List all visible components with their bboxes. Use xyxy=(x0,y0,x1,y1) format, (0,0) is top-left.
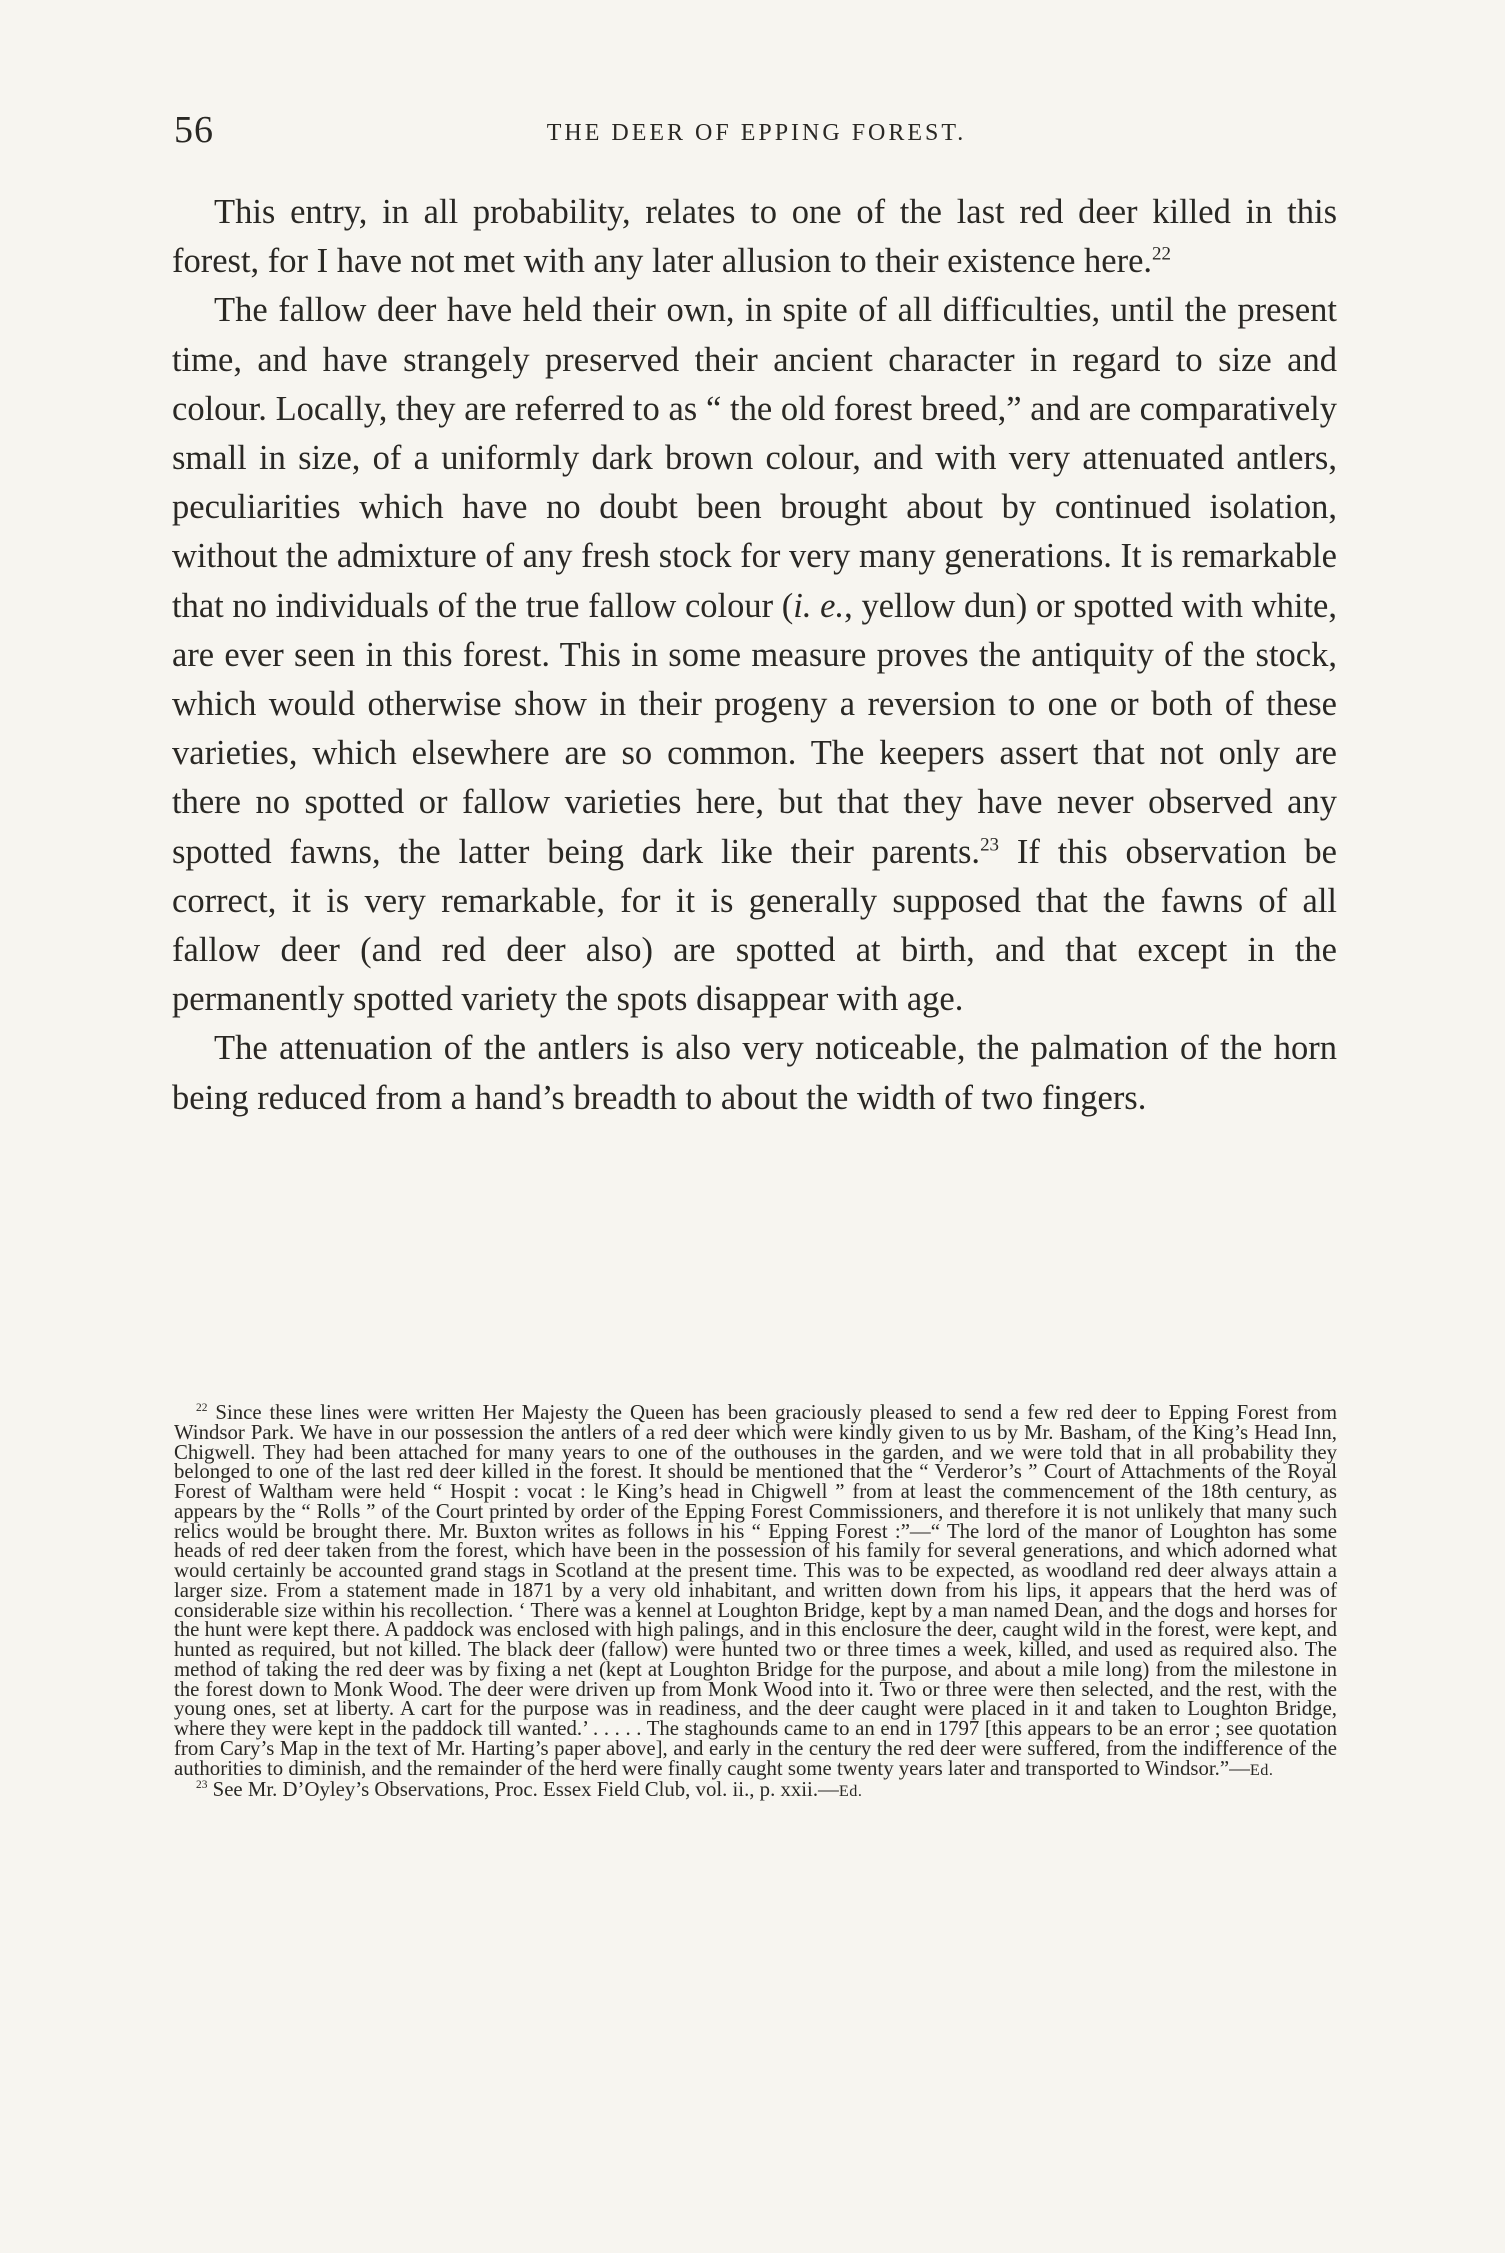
footnote-23-text: See Mr. D’Oyley’s Observations, Proc. Essex Field Club, vol. ii., p. xxii.— xyxy=(207,1778,839,1802)
footnote-22 xyxy=(174,1403,1337,1780)
paragraph-2 xyxy=(172,286,1337,1024)
footnote-22-text: Since these lines were written Her Majesty the Queen has been graciously pleased to send a few red deer to Epping Forest from Windsor Park. We have in our possession the antlers of a red deer which were kindly given to us by Mr. Basham, of the King’s Head Inn, Chigwell. They had been attached for many years to one of the outhouses in the garden, and we were told that in all probability they belonged to one of the last red deer killed in the forest. It should be mentioned that the “ Verderor’s ” Court of Attachments of the Royal Forest of Waltham were held “ Hospit : vocat : le King’s head in Chigwell ” from at least the commencement of the 18th century, as appears by the “ Rolls ” of the Court printed by order of the Epping Forest Commissioners, and therefore it is not unlikely that many such relics would be brought there. Mr. Buxton writes as follows in his “ Epping Forest :”—“ The lord of the manor of Loughton has some heads of red deer taken from the forest, which have been in the possession of his family for several generations, and which adorned what would certainly be accounted grand stags in Scotland at the present time. This was to be expected, as woodland red deer always attain a larger size. From a statement made in 1871 by a very old inhabitant, and written down from his lips, it appears that the herd was of considerable size within his recollection. ‘ There was a kennel at Loughton Bridge, kept by a man named Dean, and the dogs and horses for the hunt were kept there. A paddock was enclosed with high palings, and in this enclosure the deer, caught wild in the forest, were kept, and hunted as required, but not killed. The black deer (fallow) were hunted two or three times a week, killed, and used as required also. The method of taking the red deer was by fixing a net (kept at Loughton Bridge for the purpose, and about a mile long) from the milestone in the forest down to Monk Wood. The deer were driven up from Monk Wood into it. Two or three were then selected, and the rest, with the young ones, set at liberty. A cart for the purpose was in readiness, and the deer caught were placed in it and taken to Loughton Bridge, where they were kept in the paddock till wanted.’ . . . . . The staghounds came to an end in 1797 [this appears to be an error ; see quotation from Cary’s Map in the text of Mr. Harting’s paper above], and early in the century the red deer were suffered, from the indifference of the authorities to diminish, and the remainder of the herd were finally caught some twenty years later and transported to Windsor.”— xyxy=(174,1401,1337,1780)
paragraph-3-text: The attenuation of the antlers is also very noticeable, the palmation of the horn being reduced from a hand’s breadth to about the width of two fingers. xyxy=(172,1029,1337,1117)
paragraph-1-text: This entry, in all probability, relates to one of the last red deer killed in this forest, for I have not met with any later allusion to their existence here. xyxy=(172,193,1337,281)
footnote-23-marker: 23 xyxy=(196,1779,208,1792)
paragraph-2-text-b: , yellow dun) or spotted with white, are ever seen in this forest. This in some measure proves the antiquity of the stock, which would otherwise show in their progeny a reversion to one or both of these varieties, which elsewhere are so common. The keepers assert that not only are there no spotted or fallow varieties here, but that they have never observed any spotted fawns, the latter being dark like their parents. xyxy=(172,586,1337,871)
page-number: 56 xyxy=(174,109,214,151)
footnote-22-editor: Ed. xyxy=(1249,1760,1274,1779)
footnote-ref-22: 22 xyxy=(1152,243,1172,265)
footnotes xyxy=(174,1403,1337,1802)
footnote-23 xyxy=(174,1780,1337,1802)
page-header xyxy=(174,108,1339,152)
paragraph-1 xyxy=(172,188,1337,286)
running-title: THE DEER OF EPPING FOREST. xyxy=(546,120,967,146)
paragraph-3 xyxy=(172,1024,1337,1122)
italic-ie: i. e. xyxy=(793,586,845,625)
footnote-22-marker: 22 xyxy=(196,1402,208,1415)
paragraph-2-text-c: If this observation be correct, it is very remarkable, for it is generally supposed that the fawns of all fallow deer (and red deer also) are spotted at birth, and that except in the permanently spotted variety the spots disappear with age. xyxy=(172,832,1337,1019)
footnote-ref-23: 23 xyxy=(980,834,1000,856)
paragraph-2-text-a: The fallow deer have held their own, in spite of all difficulties, until the present time, and have strangely preserved their ancient character in regard to size and colour. Locally, they are referred to as “ the old forest breed,” and are comparatively small in size, of a uniformly dark brown colour, and with very attenuated antlers, peculiarities which have no doubt been brought about by continued isolation, without the admixture of any fresh stock for very many generations. It is remarkable that no individuals of the true fallow colour ( xyxy=(172,291,1337,625)
footnote-23-editor: Ed. xyxy=(838,1782,863,1801)
body-text xyxy=(172,188,1337,1123)
